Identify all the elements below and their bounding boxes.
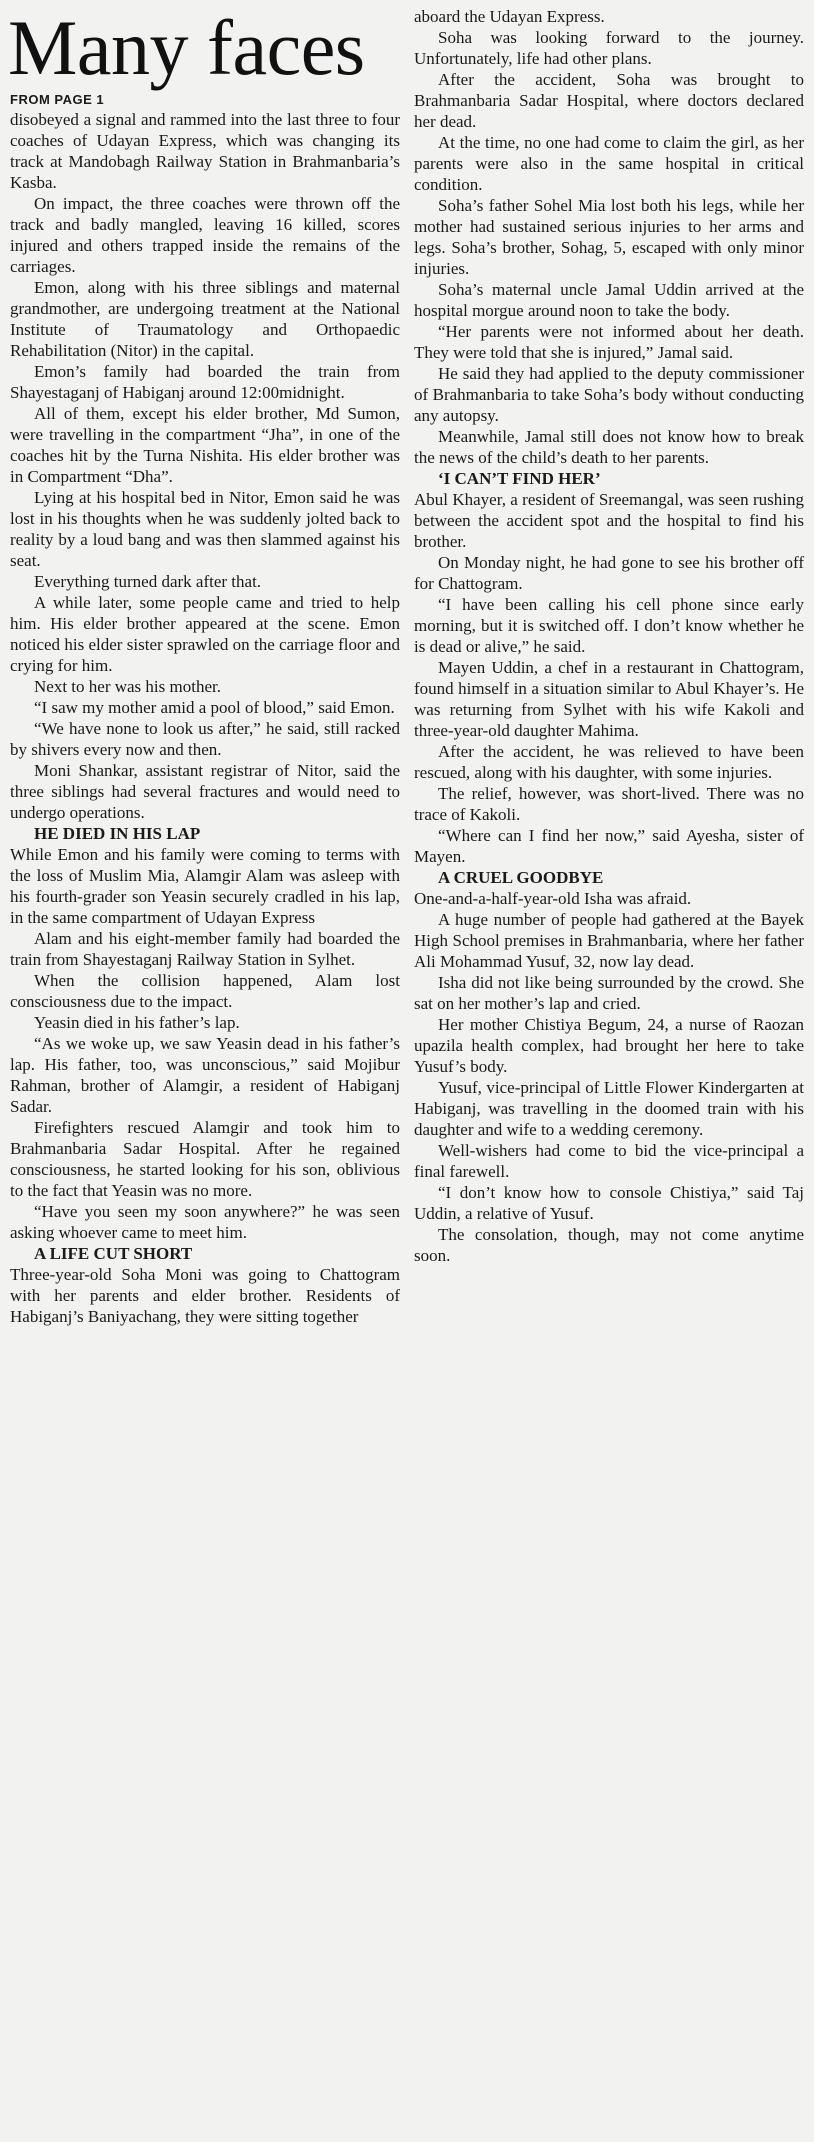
paragraph: Soha’s maternal uncle Jamal Uddin arrived at the hospital morgue around noon to take the body.	[414, 280, 804, 320]
paragraph: At the time, no one had come to claim the girl, as her parents were also in the same hospital in critical condition.	[414, 133, 804, 194]
section-subhead: ‘I CAN’T FIND HER’	[438, 469, 601, 488]
paragraph: Soha was looking forward to the journey. Unfortunately, life had other plans.	[414, 28, 804, 68]
paragraph: “I don’t know how to console Chistiya,” said Taj Uddin, a relative of Yusuf.	[414, 1183, 804, 1223]
headline: Many faces	[8, 4, 365, 91]
paragraph: Meanwhile, Jamal still does not know how to break the news of the child’s death to her parents.	[414, 427, 804, 467]
paragraph: Yeasin died in his father’s lap.	[34, 1013, 240, 1032]
right-column	[414, 6, 804, 1327]
paragraph: Lying at his hospital bed in Nitor, Emon said he was lost in his thoughts when he was suddenly jolted back to reality by a loud bang and was then slammed against his seat.	[10, 488, 400, 570]
paragraph: While Emon and his family were coming to terms with the loss of Muslim Mia, Alamgir Alam was asleep with his fourth-grader son Yeasin securely cradled in his lap, in the same compartment of Udayan Express	[10, 845, 400, 927]
section-subhead: A CRUEL GOODBYE	[438, 868, 604, 887]
paragraph: All of them, except his elder brother, Md Sumon, were travelling in the compartment “Jha”, in one of the coaches hit by the Turna Nishita. His elder brother was in Compartment “Dha”.	[10, 404, 400, 486]
paragraph: Moni Shankar, assistant registrar of Nitor, said the three siblings had several fractures and would need to undergo operations.	[10, 761, 400, 822]
paragraph: “We have none to look us after,” he said, still racked by shivers every now and then.	[10, 719, 400, 759]
paragraph: Next to her was his mother.	[34, 677, 221, 696]
paragraph: A huge number of people had gathered at the Bayek High School premises in Brahmanbaria, where her father Ali Mohammad Yusuf, 32, now lay dead.	[414, 910, 804, 971]
paragraph: “I saw my mother amid a pool of blood,” said Emon.	[34, 698, 395, 717]
right-column-body	[414, 6, 804, 1266]
paragraph: “As we woke up, we saw Yeasin dead in his father’s lap. His father, too, was unconscious,” said Mojibur Rahman, brother of Alamgir, a resident of Habiganj Sadar.	[10, 1034, 400, 1116]
section-subhead: HE DIED IN HIS LAP	[34, 824, 201, 843]
left-column-body	[10, 109, 400, 1327]
paragraph: A while later, some people came and tried to help him. His elder brother appeared at the scene. Emon noticed his elder sister sprawled on the carriage floor and crying for him.	[10, 593, 400, 675]
paragraph: “Where can I find her now,” said Ayesha, sister of Mayen.	[414, 826, 804, 866]
paragraph: Emon, along with his three siblings and maternal grandmother, are undergoing treatment at the National Institute of Traumatology and Orthopaedic Rehabilitation (Nitor) in the capital.	[10, 278, 400, 360]
paragraph: Abul Khayer, a resident of Sreemangal, was seen rushing between the accident spot and the hospital to find his brother.	[414, 490, 804, 551]
paragraph: One-and-a-half-year-old Isha was afraid.	[414, 889, 692, 908]
section-subhead: A LIFE CUT SHORT	[34, 1244, 193, 1263]
paragraph: Well-wishers had come to bid the vice-principal a final farewell.	[414, 1141, 804, 1181]
left-column	[10, 90, 400, 1327]
paragraph: Isha did not like being surrounded by the crowd. She sat on her mother’s lap and cried.	[414, 973, 804, 1013]
paragraph: The relief, however, was short-lived. There was no trace of Kakoli.	[414, 784, 804, 824]
paragraph: On Monday night, he had gone to see his brother off for Chattogram.	[414, 553, 804, 593]
paragraph: He said they had applied to the deputy commissioner of Brahmanbaria to take Soha’s body without conducting any autopsy.	[414, 364, 804, 425]
paragraph: Mayen Uddin, a chef in a restaurant in Chattogram, found himself in a situation similar to Abul Khayer’s. He was returning from Sylhet with his wife Kakoli and three-year-old daughter Mahima.	[414, 658, 804, 740]
paragraph: Firefighters rescued Alamgir and took him to Brahmanbaria Sadar Hospital. After he regained consciousness, he started looking for his son, oblivious to the fact that Yeasin was no more.	[10, 1118, 400, 1200]
paragraph: “Have you seen my soon anywhere?” he was seen asking whoever came to meet him.	[10, 1202, 400, 1242]
paragraph: After the accident, Soha was brought to Brahmanbaria Sadar Hospital, where doctors declared her dead.	[414, 70, 804, 131]
paragraph: When the collision happened, Alam lost consciousness due to the impact.	[10, 971, 400, 1011]
paragraph: Yusuf, vice-principal of Little Flower Kindergarten at Habiganj, was travelling in the doomed train with his daughter and wife to a wedding ceremony.	[414, 1078, 804, 1139]
paragraph: Emon’s family had boarded the train from Shayestaganj of Habiganj around 12:00midnight.	[10, 362, 400, 402]
paragraph: On impact, the three coaches were thrown off the track and badly mangled, leaving 16 killed, scores injured and others trapped inside the remains of the carriages.	[10, 194, 400, 276]
paragraph: After the accident, he was relieved to have been rescued, along with his daughter, with some injuries.	[414, 742, 804, 782]
paragraph: The consolation, though, may not come anytime soon.	[414, 1225, 804, 1265]
paragraph: Three-year-old Soha Moni was going to Chattogram with her parents and elder brother. Residents of Habiganj’s Baniyachang, they were sitting together	[10, 1265, 400, 1326]
paragraph: disobeyed a signal and rammed into the last three to four coaches of Udayan Express, which was changing its track at Mandobagh Railway Station in Brahmanbaria’s Kasba.	[10, 110, 400, 192]
paragraph: aboard the Udayan Express.	[414, 7, 605, 26]
kicker: FROM PAGE 1	[10, 92, 105, 107]
paragraph: Everything turned dark after that.	[34, 572, 262, 591]
paragraph: “Her parents were not informed about her death. They were told that she is injured,” Jamal said.	[414, 322, 804, 362]
paragraph: Her mother Chistiya Begum, 24, a nurse of Raozan upazila health complex, had brought her here to take Yusuf’s body.	[414, 1015, 804, 1076]
paragraph: “I have been calling his cell phone since early morning, but it is switched off. I don’t know whether he is dead or alive,” he said.	[414, 595, 804, 656]
paragraph: Soha’s father Sohel Mia lost both his legs, while her mother had sustained serious injuries to her arms and legs. Soha’s brother, Sohag, 5, escaped with only minor injuries.	[414, 196, 804, 278]
paragraph: Alam and his eight-member family had boarded the train from Shayestaganj Railway Station in Sylhet.	[10, 929, 400, 969]
